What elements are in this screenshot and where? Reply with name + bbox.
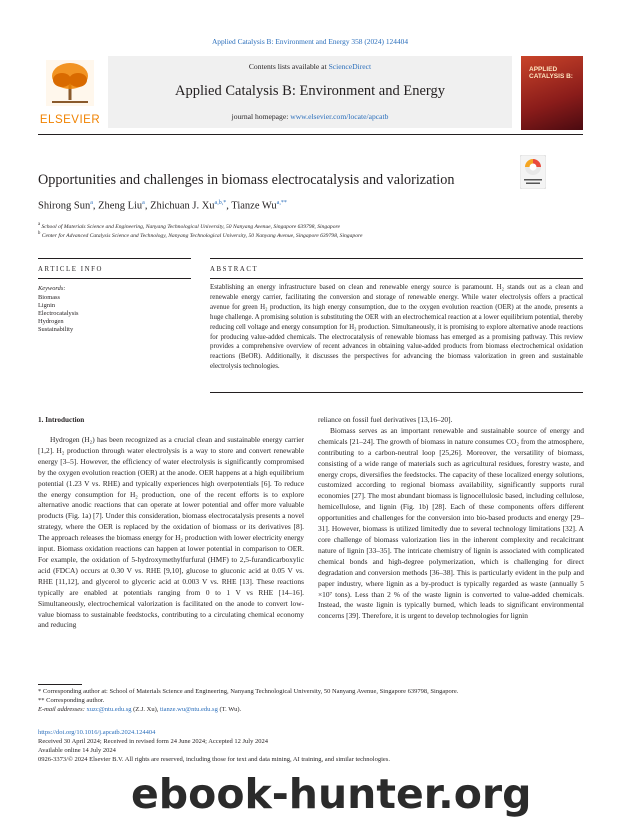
author-name[interactable]: Shirong Sun <box>38 200 91 212</box>
keywords-rule <box>38 278 191 279</box>
sciencedirect-link[interactable]: ScienceDirect <box>328 62 372 71</box>
journal-cover-image[interactable] <box>521 56 583 130</box>
author-list: Shirong Sun$^a$, Zheng Liu$^a$, Zhichuan J. $Xu^{a,b,*}$, Tianze $Wu^{a,**}$ <box>38 200 287 212</box>
watermark-text: ebook-hunter.org <box>131 770 532 818</box>
homepage-link[interactable]: www.elsevier.com/locate/apcatb <box>290 112 389 121</box>
affiliation-text: Center for Advanced Catalysis Science and Technology, Nanyang Technological University, 50 Nanyang Avenue, Singapore 639798, Singapore <box>41 232 363 239</box>
affiliation-text: School of Materials Science and Engineering, Nanyang Technological University, 50 Nanyang Avenue, Singapore 639798, Singapore <box>41 223 340 230</box>
journal-reference[interactable]: Applied Catalysis B: Environment and Energy 358 (2024) 124404 <box>211 37 409 46</box>
abstract-rule <box>210 258 583 259</box>
homepage-prefix: journal homepage: <box>231 112 291 121</box>
publisher-wordmark: ELSEVIER <box>39 114 101 126</box>
author-affiliation-marker[interactable]: a,b,* <box>214 200 227 206</box>
keyword: Lignin <box>38 302 56 309</box>
check-for-updates-icon[interactable] <box>520 155 546 189</box>
author-name[interactable]: Zhichuan J. Xu <box>150 200 215 212</box>
author-affiliation-marker[interactable]: a <box>90 200 93 206</box>
author-affiliation-marker[interactable]: a,** <box>276 200 287 206</box>
author-name[interactable]: Zheng Liu <box>98 200 143 212</box>
body-column-right <box>318 415 584 622</box>
doi-link[interactable]: https://doi.org/10.1016/j.apcatb.2024.124404 <box>38 729 156 736</box>
email-owner: (T. Wu). <box>219 706 242 713</box>
article-info-rule <box>38 258 191 259</box>
email-link[interactable]: tianze.wu@ntu.edu.sg <box>160 706 218 713</box>
keyword: Sustainability <box>38 326 74 333</box>
masthead <box>38 56 583 135</box>
abstract-bottom-rule <box>210 392 583 393</box>
contents-prefix: Contents lists available at <box>248 62 329 71</box>
body-paragraph: Biomass serves as an important renewable and sustainable source of energy and chemicals [21–24]. The growth of biomass in nature consumes CO₂ from the atmosphere, contributing to a carbon-neutral loop [25,26]. Moreover, the versatility of biomass, consisting of a wide range of materials such as agricultural residues, forestry waste, and energy crops, diversifies the feedstocks. The capacity of these localized energy solutions, customized according to regional biomass availability, significantly supports rural economies [27]. The most abundant biomass is lignocellulosic based, including cellulose, hemicellulose, and lignin (Fig. 1b) [28]. Each of these components offers different opportunities and challenges for the conversion into bio-based products and energy [29–31]. However, biomass is utilized limitedly due to several technology limitations [32]. A core challenge of biomass valorization lies in the inherent complexity and recalcitrant nature of lignin [33–35]. The intricate chemistry of lignin is associated with complicated chemical bonds and high-degree polymerization, which is challenging for direct degradation and conversion methods [36–38]. This is particularly evident in the pulp and paper industry, where lignin as a by-product is typically regarded as waste (annually 5 ×10⁷ tons). Less than 2 % of the waste lignin is converted to value-added chemicals. Instead, the waste lignin is typically burned, which leads to significant environmental concerns [39]. Therefore, it is urgent to develop technologies for lignin <box>318 425 584 621</box>
affiliation-b <box>38 231 362 239</box>
email-link[interactable]: xuzc@ntu.edu.sg <box>86 706 132 713</box>
elsevier-tree-icon <box>46 60 94 106</box>
homepage-line <box>108 112 512 121</box>
cover-title: APPLIED CATALYSIS B: <box>529 66 573 80</box>
article-title: Opportunities and challenges in biomass electrocatalysis and valorization <box>38 172 455 188</box>
body-paragraph: Hydrogen (H₂) has been recognized as a crucial clean and sustainable energy carrier [1,2]. H₂ production through water electrolysis is a way to store and convert renewable energy [3–5]. However, the efficiency of water electrolysis is significantly compromised by the oxygen evolution reaction (OER) at the anode. OER happens at a high equilibrium potential (1.23 V vs. RHE) and typically experiences high overpotentials [6]. To reduce the energy consumption for H₂ production, one of the recent efforts is to explore alternative anodic reactions that can operate at lower potential and offer more valuable products (Fig. 1a) [7]. Under this consideration, biomass electrocatalysis presents a novel strategy, where the OER is replaced by the oxidation of biomass or its derivatives [8]. The approach releases the biomass energy for H₂ production with lower electricity energy input. Biomass oxidation reactions can happen at lower potential in comparison to OER. For example, the oxidation of 5-hydroxymethylfurfural (HMF) to 2,5-furandicarboxylic acid (FDCA) occurs at 0.30 V vs. RHE [9,10], glucose to gluconic acid at 0.05 V vs. RHE [11,12], and glycerol to glyceric acid at 0.003 V vs. RHE [13]. These reactions typically are enabled at potentials ranging from 0 to 1 V vs RHE [14–16]. Simultaneously, electrochemical valorization is facilitated on the anode to convert low-value biomass to sustainable feedstocks, contributing to a circulating chemical economy and reducing <box>38 435 304 630</box>
author-name[interactable]: Tianze Wu <box>231 200 277 212</box>
email-label: E-mail addresses: <box>38 706 85 713</box>
body-column-left <box>38 435 304 631</box>
abstract-top-rule <box>210 278 583 279</box>
body-paragraph: reliance on fossil fuel derivatives [13,16–20]. <box>318 415 453 424</box>
footnote-corresponding-1: * Corresponding author at: School of Materials Science and Engineering, Nanyang Technological University, 50 Nanyang Avenue, Singapore 639798, Singapore. <box>38 688 459 695</box>
email-owner: (Z.J. Xu), <box>133 706 159 713</box>
elsevier-logo[interactable] <box>38 56 102 128</box>
keyword: Hydrogen <box>38 318 64 325</box>
abstract-heading: ABSTRACT <box>210 266 259 273</box>
keywords-label: Keywords: <box>38 285 66 292</box>
footnote-emails <box>38 706 241 713</box>
article-info-heading: ARTICLE INFO <box>38 266 104 273</box>
affiliation-marker: a <box>38 222 41 227</box>
author-affiliation-marker[interactable]: a <box>142 200 145 206</box>
abstract-text: Establishing an energy infrastructure based on clean and renewable energy source is paramount. H₂ stands out as a clean and renewable energy carrier, facilitating the conversion and storage of renewable energy. While water electrolysis offers a practical avenue for green H₂ production, its high energy consumption, due to the oxygen evolution reaction (OER) at the anode, presents a huge challenge. A promising solution is substituting the OER with an electrochemical reaction at a lower equilibrium potential, thereby reducing cell voltage and energy consumption for H₂ production. Simultaneously, it is promising to explore alternative anode reactions for producing value-added chemicals. The electrocatalysis of renewable biomass has emerged as a promising pathway. This review provides a comprehensive overview of recent advances in obtaining value-added products from biomass electrochemical oxidation reactions (BeOR). Additionally, it discusses the perspectives for advancing the biomass valorization in green and sustainable electrolysis technologies. <box>210 284 583 371</box>
footnote-corresponding-2: ** Corresponding author. <box>38 697 105 704</box>
received-dates: Received 30 April 2024; Received in revised form 24 June 2024; Accepted 12 July 2024 <box>38 738 268 745</box>
affiliation-a <box>38 222 340 230</box>
keyword: Biomass <box>38 294 61 301</box>
contents-line <box>108 62 512 71</box>
keyword: Electrocatalysis <box>38 310 79 317</box>
journal-banner <box>108 56 512 128</box>
footnote-rule <box>38 684 82 685</box>
journal-title: Applied Catalysis B: Environment and Energy <box>175 83 445 99</box>
copyright-line: 0926-3373/© 2024 Elsevier B.V. All rights are reserved, including those for text and data mining, AI training, and similar technologies. <box>38 756 390 763</box>
section-heading-introduction: 1. Introduction <box>38 416 85 424</box>
affiliation-marker: b <box>38 231 41 236</box>
available-online: Available online 14 July 2024 <box>38 747 116 754</box>
